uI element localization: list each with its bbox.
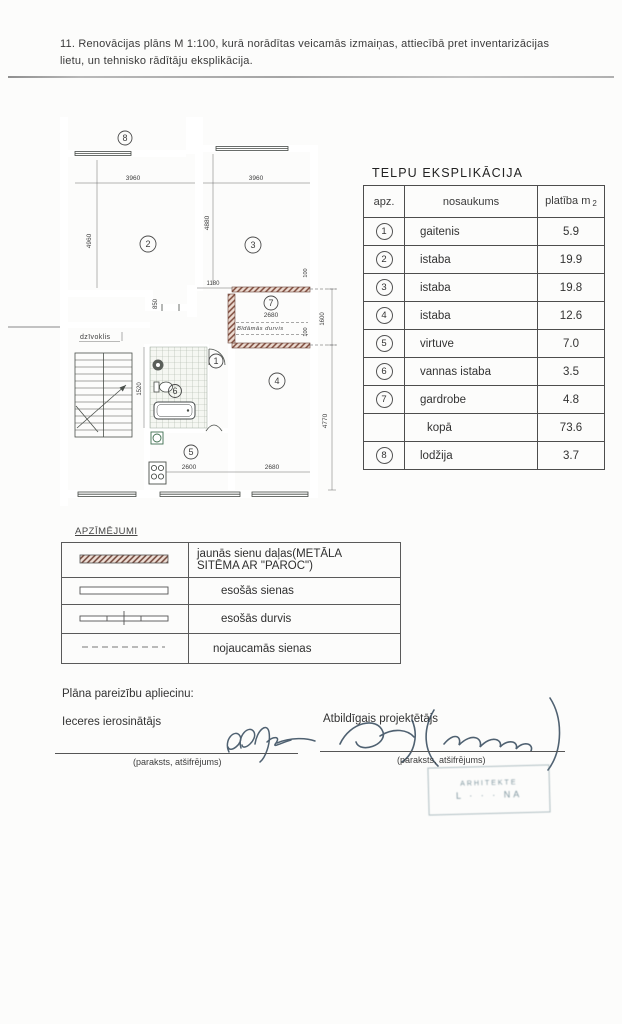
table-row bbox=[364, 246, 605, 274]
dim-room3-left: 4880 bbox=[204, 215, 211, 231]
legend-label: jaunās sienu daļas(METĀLA SITĒMA AR "PAROC") bbox=[189, 543, 401, 578]
row-area: 3.7 bbox=[538, 442, 605, 470]
row-area: 12.6 bbox=[538, 302, 605, 330]
row-apz-circle: 5 bbox=[376, 335, 393, 352]
explication-header-row bbox=[364, 186, 605, 218]
row-area: 4.8 bbox=[538, 386, 605, 414]
existing-wall-icon bbox=[80, 587, 168, 594]
row-apz-circle: 7 bbox=[376, 391, 393, 408]
col-header-nosaukums: nosaukums bbox=[405, 186, 538, 218]
balcony-outline bbox=[64, 117, 195, 153]
table-row bbox=[364, 302, 605, 330]
legend-label: esošās sienas bbox=[189, 578, 401, 605]
explication-title: TELPU EKSPLIKĀCIJA bbox=[372, 166, 524, 180]
left-signature-line bbox=[55, 753, 298, 754]
handwritten-note: Bīdāmās durvis bbox=[237, 326, 284, 332]
row-name: istaba bbox=[405, 246, 538, 274]
stamp-name: L · · · NA bbox=[455, 789, 523, 801]
row-name: gardrobe bbox=[405, 386, 538, 414]
room-3-label: 3 bbox=[250, 240, 256, 250]
room-8-label: 8 bbox=[122, 133, 128, 143]
floor-plan bbox=[0, 98, 352, 518]
legend-label: esošās durvis bbox=[189, 605, 401, 634]
legend-symbol-existing-door bbox=[62, 605, 189, 634]
left-signature-caption: (paraksts, atšifrējums) bbox=[133, 757, 222, 767]
right-signature-line bbox=[320, 751, 565, 752]
kitchen bbox=[149, 432, 166, 484]
row-apz-circle: 8 bbox=[376, 447, 393, 464]
wall-jog bbox=[145, 290, 153, 311]
wall-rooms2-3 bbox=[195, 117, 203, 291]
header-line-2: lietu, un tehnisko rādītāju eksplikācija. bbox=[60, 55, 253, 67]
dim-room4-h: 4770 bbox=[322, 413, 329, 429]
dim-stub: 850 bbox=[153, 298, 159, 310]
right-signature-caption: (paraksts, atšifrējums) bbox=[397, 755, 486, 765]
room-2-label: 2 bbox=[145, 239, 151, 249]
row-apz-circle bbox=[377, 419, 392, 434]
room-4-label: 4 bbox=[274, 376, 280, 386]
row-area: 73.6 bbox=[538, 414, 605, 442]
table-row bbox=[364, 330, 605, 358]
horizontal-divider bbox=[8, 76, 614, 78]
legend-row bbox=[62, 543, 401, 578]
new-wall-room7-top bbox=[232, 287, 310, 292]
row-area: 5.9 bbox=[538, 218, 605, 246]
table-row bbox=[364, 386, 605, 414]
table-row-total bbox=[364, 414, 605, 442]
right-role-label: Atbildīgais projektētājs bbox=[323, 713, 439, 725]
wall-stair-top bbox=[60, 322, 150, 328]
table-row bbox=[364, 218, 605, 246]
table-row bbox=[364, 442, 605, 470]
wall-pillar bbox=[187, 285, 197, 317]
left-role-label: Ieceres ierosinātājs bbox=[62, 716, 162, 728]
row-apz-circle: 4 bbox=[376, 307, 393, 324]
certify-text: Plāna pareizību apliecinu: bbox=[62, 688, 194, 700]
wall-room2-bottom bbox=[60, 290, 145, 297]
row-apz-circle: 2 bbox=[376, 251, 393, 268]
row-area: 19.8 bbox=[538, 274, 605, 302]
row-area: 7.0 bbox=[538, 330, 605, 358]
legend-row bbox=[62, 578, 401, 605]
table-row bbox=[364, 358, 605, 386]
stove bbox=[149, 462, 166, 484]
dim-kitchen-w: 2600 bbox=[181, 464, 197, 471]
room-5-label: 5 bbox=[188, 447, 194, 457]
row-name: virtuve bbox=[405, 330, 538, 358]
stair-arrow bbox=[77, 385, 126, 428]
legend-table bbox=[61, 542, 401, 664]
legend-symbol-new-wall bbox=[62, 543, 189, 578]
dim-room4-w: 2680 bbox=[264, 464, 280, 471]
architect-stamp bbox=[427, 764, 550, 815]
row-name: vannas istaba bbox=[405, 358, 538, 386]
dim-opening: 1180 bbox=[206, 281, 220, 287]
wall-left-outer bbox=[60, 117, 68, 506]
row-apz-circle: 6 bbox=[376, 363, 393, 380]
dim-wall-a: 100 bbox=[303, 268, 309, 278]
header-line-1: 11. Renovācijas plāns M 1:100, kurā norādītas veicamās izmaiņas, attiecībā pret inventarizācijas bbox=[60, 38, 550, 50]
legend-row bbox=[62, 605, 401, 634]
row-name: istaba bbox=[405, 302, 538, 330]
windows bbox=[75, 147, 308, 497]
row-name: lodžija bbox=[405, 442, 538, 470]
room-1-label: 1 bbox=[213, 356, 219, 366]
dim-room3-top: 3960 bbox=[248, 175, 264, 182]
room-6-label: 6 bbox=[172, 386, 178, 396]
room-7-label: 7 bbox=[268, 298, 274, 308]
explication-table bbox=[363, 185, 605, 470]
row-area: 19.9 bbox=[538, 246, 605, 274]
new-wall-hatch-icon bbox=[80, 555, 168, 563]
existing-door-icon bbox=[80, 611, 168, 625]
legend-label: nojaucamās sienas bbox=[189, 634, 401, 664]
dim-room7-w: 2680 bbox=[263, 312, 279, 319]
row-apz-circle: 1 bbox=[376, 223, 393, 240]
legend-symbol-existing-wall bbox=[62, 578, 189, 605]
dim-room2-top: 3960 bbox=[125, 175, 141, 182]
dim-wall-b: 100 bbox=[303, 327, 309, 337]
staircase-label: dzīvoklis bbox=[80, 334, 111, 341]
dim-room7-h: 1600 bbox=[320, 312, 326, 326]
col-header-apz: apz. bbox=[364, 186, 405, 218]
row-area: 3.5 bbox=[538, 358, 605, 386]
legend-symbol-demolished-wall bbox=[62, 634, 189, 664]
bathtub bbox=[154, 402, 195, 419]
new-wall-room7-bottom bbox=[232, 343, 310, 348]
wall-kitchen-top-b bbox=[223, 428, 230, 433]
legend-title: APZĪMĒJUMI bbox=[75, 526, 138, 537]
stamp-title: ARHITEKTE bbox=[460, 779, 518, 788]
table-row bbox=[364, 274, 605, 302]
wall-right-outer bbox=[310, 145, 318, 498]
staircase bbox=[75, 353, 132, 437]
left-signature bbox=[215, 712, 325, 764]
col-header-platiba: platība m 2 bbox=[538, 186, 605, 218]
header-paragraph bbox=[60, 36, 565, 70]
row-name: kopā bbox=[405, 414, 538, 442]
dim-bath-h: 1520 bbox=[137, 382, 143, 396]
row-name: gaitenis bbox=[405, 218, 538, 246]
dim-room2-left: 4960 bbox=[86, 233, 93, 249]
new-wall-room7-left bbox=[228, 294, 235, 343]
legend-row bbox=[62, 634, 401, 664]
row-name: istaba bbox=[405, 274, 538, 302]
row-apz-circle: 3 bbox=[376, 279, 393, 296]
